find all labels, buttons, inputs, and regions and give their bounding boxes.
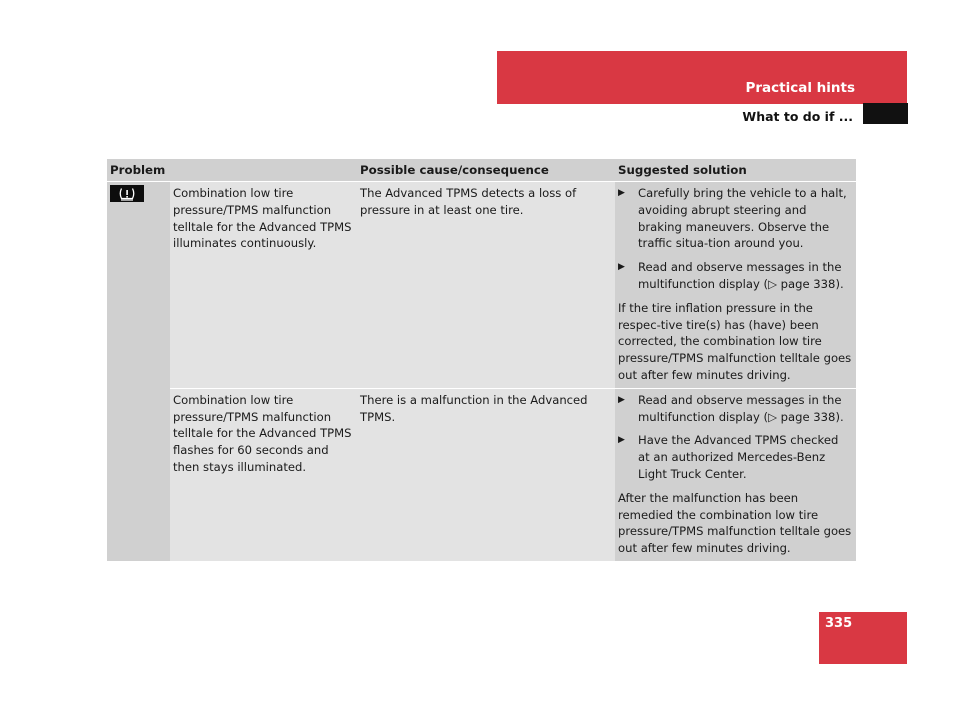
solution-note: If the tire inflation pressure in the respec-tive tire(s) has (have) been corrected, the combination low tire pressure/TPMS malfunction telltale goes out after few minutes driving. xyxy=(618,300,852,382)
page-number-box xyxy=(819,612,907,664)
bullet-arrow-icon: ▶ xyxy=(618,435,625,446)
bullet-arrow-icon: ▶ xyxy=(618,262,625,273)
table-row xyxy=(107,182,856,389)
column-header-problem: Problem xyxy=(107,159,357,182)
problem-icon-cell xyxy=(107,182,170,561)
table-row xyxy=(107,388,856,561)
solution-cell xyxy=(615,182,856,389)
column-header-solution: Suggested solution xyxy=(615,159,856,182)
solution-step xyxy=(618,259,853,293)
solution-cell xyxy=(615,388,856,561)
troubleshooting-table xyxy=(107,159,856,561)
solution-step-text: Read and observe messages in the multifunction display (▷ page 338). xyxy=(638,392,844,424)
page-number: 335 xyxy=(825,616,853,631)
cause-text: There is a malfunction in the Advanced TPMS. xyxy=(357,388,615,561)
section-header-bar xyxy=(497,51,907,104)
section-tab-marker xyxy=(863,103,908,124)
section-title: Practical hints xyxy=(745,80,855,96)
solution-step xyxy=(618,185,853,252)
problem-text: Combination low tire pressure/TPMS malfunction telltale for the Advanced TPMS flashes for 60 seconds and then stays illuminated. xyxy=(170,388,357,561)
bullet-arrow-icon: ▶ xyxy=(618,394,625,405)
solution-step xyxy=(618,392,853,426)
problem-text: Combination low tire pressure/TPMS malfunction telltale for the Advanced TPMS illuminates continuously. xyxy=(170,182,357,389)
column-header-cause: Possible cause/consequence xyxy=(357,159,615,182)
solution-step xyxy=(618,432,853,482)
bullet-arrow-icon: ▶ xyxy=(618,188,625,198)
solution-note: After the malfunction has been remedied the combination low tire pressure/TPMS malfunction telltale goes out after few minutes driving. xyxy=(618,490,852,556)
solution-step-text: Carefully bring the vehicle to a halt, avoiding abrupt steering and braking maneuvers. Observe the traffic situa-tion around you. xyxy=(638,186,847,251)
solution-step-text: Have the Advanced TPMS checked at an authorized Mercedes-Benz Light Truck Center. xyxy=(638,433,839,481)
solution-step-text: Read and observe messages in the multifunction display (▷ page 338). xyxy=(638,260,844,291)
subsection-title: What to do if ... xyxy=(742,109,853,124)
table-header-row xyxy=(107,159,856,182)
cause-text: The Advanced TPMS detects a loss of pressure in at least one tire. xyxy=(357,182,615,389)
tpms-warning-icon xyxy=(110,185,144,202)
